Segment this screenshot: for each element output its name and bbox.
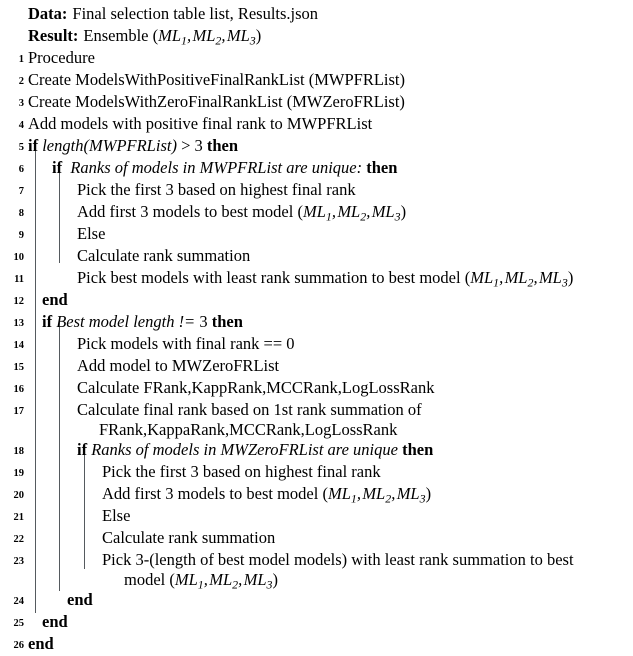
line-number: 2	[18, 76, 24, 87]
result-value: Ensemble ($ML_1$, $ML_2$, $ML_3$)	[83, 26, 262, 48]
line-text-main: Add first 3 models to best model	[77, 202, 298, 221]
algorithm-line	[0, 462, 629, 484]
algorithm-line	[0, 400, 629, 440]
line-number: 8	[18, 208, 24, 219]
line-text: Pick the first 3 based on highest final rank	[77, 180, 356, 199]
line-number: 9	[18, 230, 24, 241]
line-number: 24	[13, 596, 24, 607]
algorithm-line	[0, 158, 629, 180]
algorithm-line	[0, 634, 629, 656]
line-text	[24, 550, 629, 590]
line-number: 5	[18, 142, 24, 153]
line-number: 12	[13, 296, 24, 307]
line-number: 20	[13, 490, 24, 501]
continuation-word: model	[124, 570, 170, 589]
algorithm-line	[0, 48, 629, 70]
line-text	[24, 440, 629, 460]
line-number: 17	[13, 406, 24, 417]
line-text: Add model to MWZeroFRList	[77, 356, 280, 375]
line-number: 19	[13, 468, 24, 479]
algorithm-line	[0, 268, 629, 290]
keyword-then: then	[366, 158, 398, 177]
algorithm-line	[0, 334, 629, 356]
keyword-end: end	[42, 290, 68, 309]
line-text: Pick the first 3 based on highest final rank	[102, 462, 381, 481]
line-text	[24, 158, 629, 178]
algorithm-line	[0, 224, 629, 246]
algorithm-line	[0, 202, 629, 224]
line-text	[24, 400, 629, 440]
line-text: Calculate FRank,KappRank,MCCRank,LogLossRank	[77, 378, 435, 397]
line-number: 18	[13, 446, 24, 457]
condition-expression: Best model length !=	[56, 312, 196, 331]
data-value: Final selection table list, Results.json	[72, 4, 319, 23]
keyword-if: if	[42, 312, 53, 331]
algorithm-line	[0, 612, 629, 634]
line-text: Calculate rank summation	[77, 246, 251, 265]
line-number: 14	[13, 340, 24, 351]
line-text-main: Pick 3-(length of best model models) with least rank summation to best	[102, 550, 574, 569]
algorithm-line	[0, 180, 629, 202]
line-text: Create ModelsWithZeroFinalRankList (MWZeroFRList)	[28, 92, 405, 111]
algorithm-line	[0, 92, 629, 114]
algorithm-line	[0, 312, 629, 334]
algorithm-line	[0, 590, 629, 612]
algorithm-line	[0, 70, 629, 92]
line-number: 25	[13, 618, 24, 629]
line-text-continuation: FRank,KappaRank,MCCRank,LogLossRank	[99, 420, 398, 439]
algorithm-line	[0, 136, 629, 158]
line-number: 7	[18, 186, 24, 197]
algorithm-line	[0, 356, 629, 378]
keyword-then: then	[211, 312, 243, 331]
keyword-if: if	[77, 440, 88, 459]
line-number: 15	[13, 362, 24, 373]
data-label: Data:	[28, 4, 68, 23]
result-label: Result:	[28, 26, 79, 45]
line-text: Else	[102, 506, 131, 525]
keyword-then: then	[206, 136, 239, 155]
line-text: Create ModelsWithPositiveFinalRankList (MWPFRList)	[28, 70, 405, 89]
line-text-main: Add first 3 models to best model	[102, 484, 323, 503]
condition-operator: 3	[195, 312, 212, 331]
line-number: 21	[13, 512, 24, 523]
line-number: 6	[18, 164, 24, 175]
line-text	[24, 312, 629, 332]
line-text: Add first 3 models to best model ($ML_1$, $ML_2$, $ML_3$)	[102, 484, 432, 506]
ml-tuple: $ML_1$, $ML_2$, $ML_3$	[327, 484, 426, 506]
line-number: 4	[18, 120, 24, 131]
algorithm-line	[0, 246, 629, 268]
line-number: 1	[18, 54, 24, 65]
condition-expression: Ranks of models in MWZeroFRList are unique	[91, 440, 398, 459]
keyword-end: end	[28, 634, 54, 653]
line-number: 23	[13, 556, 24, 567]
line-text: Else	[77, 224, 106, 243]
line-number: 26	[13, 640, 24, 651]
line-text-continuation: model ($ML_1$, $ML_2$, $ML_3$)	[124, 570, 278, 592]
algorithm-line	[0, 484, 629, 506]
keyword-end: end	[42, 612, 68, 631]
line-text: Add first 3 models to best model ($ML_1$, $ML_2$, $ML_3$)	[77, 202, 407, 224]
algorithm-data-row	[0, 4, 629, 26]
ml-tuple: $ML_1$, $ML_2$, $ML_3$	[302, 202, 401, 224]
line-text: Procedure	[28, 48, 95, 67]
ml-tuple: $ML_1$, $ML_2$, $ML_3$	[158, 26, 256, 48]
condition-expression: length(MWPFRList)	[42, 136, 177, 155]
line-number: 3	[18, 98, 24, 109]
line-text-main: Pick best models with least rank summation to best model	[77, 268, 465, 287]
keyword-if: if	[52, 158, 63, 177]
algorithm-line	[0, 290, 629, 312]
line-text: Calculate rank summation	[102, 528, 276, 547]
line-number: 16	[13, 384, 24, 395]
algorithm-line	[0, 550, 629, 590]
algorithm-line	[0, 440, 629, 462]
keyword-if: if	[28, 136, 39, 155]
algorithm-line	[0, 506, 629, 528]
algorithm-line	[0, 528, 629, 550]
algorithm-result-row	[0, 26, 629, 48]
line-number: 22	[13, 534, 24, 545]
condition-operator: > 3	[176, 136, 207, 155]
keyword-then: then	[402, 440, 434, 459]
line-number: 13	[13, 318, 24, 329]
line-number: 10	[13, 252, 24, 263]
ml-tuple: $ML_1$, $ML_2$, $ML_3$	[174, 570, 273, 592]
condition-expression: Ranks of models in MWPFRList are unique:	[70, 158, 363, 177]
line-text: Add models with positive final rank to MWPFRList	[28, 114, 373, 133]
line-text	[24, 136, 629, 156]
ml-tuple: $ML_1$, $ML_2$, $ML_3$	[470, 268, 568, 290]
algorithm-line	[0, 114, 629, 136]
keyword-end: end	[67, 590, 93, 609]
line-number: 11	[14, 274, 24, 285]
algorithm-line	[0, 378, 629, 400]
line-text: Pick best models with least rank summation to best model ($ML_1$, $ML_2$, $ML_3$)	[77, 268, 574, 290]
line-text: Pick models with final rank == 0	[77, 334, 295, 353]
line-text-main: Calculate final rank based on 1st rank summation of	[77, 400, 422, 419]
